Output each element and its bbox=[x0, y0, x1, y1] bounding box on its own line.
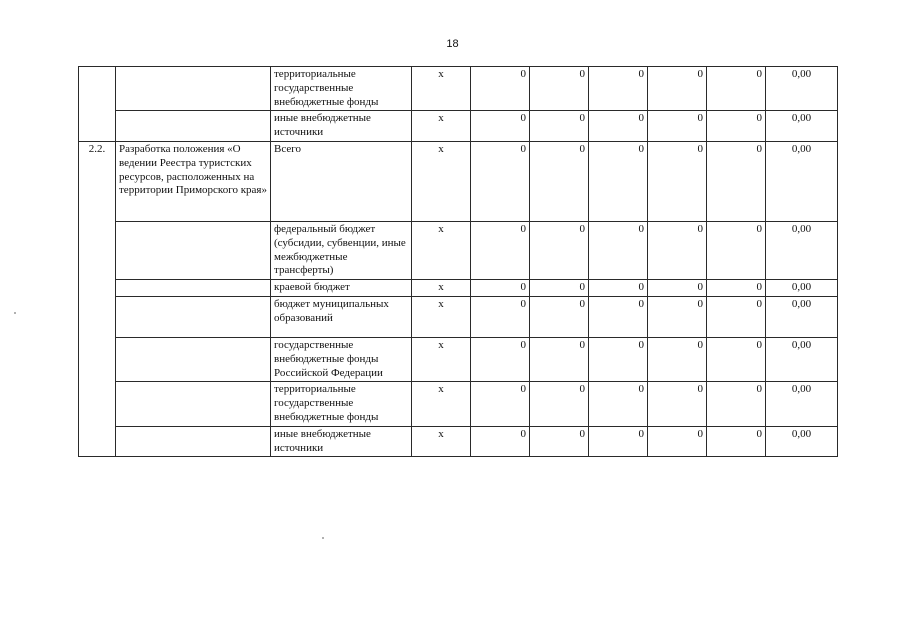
value-cell: 0 bbox=[589, 337, 648, 381]
value-cell: 0 bbox=[589, 426, 648, 457]
x-cell: x bbox=[412, 296, 471, 337]
value-cell: 0 bbox=[530, 337, 589, 381]
value-cell: 0 bbox=[648, 280, 707, 297]
value-cell: 0 bbox=[648, 382, 707, 426]
funding-source-cell: федеральный бюджет (субсидии, субвенции, иные межбюджетные трансферты) bbox=[271, 221, 412, 279]
value-cell: 0 bbox=[707, 296, 766, 337]
value-cell: 0 bbox=[589, 382, 648, 426]
value-cell: 0 bbox=[471, 141, 530, 221]
row-number-cell: 2.2. bbox=[79, 141, 116, 221]
value-cell: 0 bbox=[530, 426, 589, 457]
x-cell: x bbox=[412, 111, 471, 142]
funding-source-cell: территориальные государственные внебюджетные фонды bbox=[271, 67, 412, 111]
row-title-cell bbox=[116, 67, 271, 111]
value-cell: 0 bbox=[648, 337, 707, 381]
row-title-cell bbox=[116, 382, 271, 426]
table-row bbox=[79, 382, 838, 426]
x-cell: x bbox=[412, 280, 471, 297]
total-cell: 0,00 bbox=[766, 426, 838, 457]
value-cell: 0 bbox=[648, 296, 707, 337]
table-row bbox=[79, 280, 838, 297]
table-row bbox=[79, 337, 838, 381]
row-title-cell bbox=[116, 426, 271, 457]
value-cell: 0 bbox=[530, 280, 589, 297]
total-cell: 0,00 bbox=[766, 141, 838, 221]
table-row bbox=[79, 111, 838, 142]
table-row bbox=[79, 221, 838, 279]
value-cell: 0 bbox=[648, 221, 707, 279]
value-cell: 0 bbox=[707, 141, 766, 221]
value-cell: 0 bbox=[707, 337, 766, 381]
table-row bbox=[79, 141, 838, 221]
value-cell: 0 bbox=[530, 382, 589, 426]
value-cell: 0 bbox=[648, 426, 707, 457]
total-cell: 0,00 bbox=[766, 337, 838, 381]
row-number-cell bbox=[79, 280, 116, 297]
value-cell: 0 bbox=[707, 426, 766, 457]
value-cell: 0 bbox=[471, 296, 530, 337]
value-cell: 0 bbox=[707, 221, 766, 279]
value-cell: 0 bbox=[471, 67, 530, 111]
value-cell: 0 bbox=[530, 296, 589, 337]
total-cell: 0,00 bbox=[766, 382, 838, 426]
funding-source-cell: государственные внебюджетные фонды Российской Федерации bbox=[271, 337, 412, 381]
funding-source-cell: краевой бюджет bbox=[271, 280, 412, 297]
table-row bbox=[79, 426, 838, 457]
value-cell: 0 bbox=[471, 280, 530, 297]
value-cell: 0 bbox=[471, 382, 530, 426]
value-cell: 0 bbox=[471, 337, 530, 381]
value-cell: 0 bbox=[589, 67, 648, 111]
value-cell: 0 bbox=[530, 67, 589, 111]
row-title-cell bbox=[116, 337, 271, 381]
scan-speck bbox=[14, 312, 16, 314]
total-cell: 0,00 bbox=[766, 111, 838, 142]
total-cell: 0,00 bbox=[766, 280, 838, 297]
row-number-cell bbox=[79, 111, 116, 142]
value-cell: 0 bbox=[589, 111, 648, 142]
x-cell: x bbox=[412, 67, 471, 111]
value-cell: 0 bbox=[471, 111, 530, 142]
x-cell: x bbox=[412, 337, 471, 381]
value-cell: 0 bbox=[707, 382, 766, 426]
x-cell: x bbox=[412, 221, 471, 279]
value-cell: 0 bbox=[471, 221, 530, 279]
value-cell: 0 bbox=[707, 111, 766, 142]
page-number: 18 bbox=[446, 38, 459, 50]
budget-table bbox=[78, 66, 838, 457]
funding-source-cell: бюджет муниципальных образований bbox=[271, 296, 412, 337]
value-cell: 0 bbox=[589, 280, 648, 297]
value-cell: 0 bbox=[707, 67, 766, 111]
value-cell: 0 bbox=[589, 221, 648, 279]
total-cell: 0,00 bbox=[766, 296, 838, 337]
row-number-cell bbox=[79, 426, 116, 457]
table-row bbox=[79, 67, 838, 111]
value-cell: 0 bbox=[589, 141, 648, 221]
table-body bbox=[79, 67, 838, 457]
scan-speck bbox=[322, 537, 324, 539]
total-cell: 0,00 bbox=[766, 67, 838, 111]
row-number-cell bbox=[79, 337, 116, 381]
value-cell: 0 bbox=[530, 221, 589, 279]
row-number-cell bbox=[79, 221, 116, 279]
value-cell: 0 bbox=[471, 426, 530, 457]
table-row bbox=[79, 296, 838, 337]
x-cell: x bbox=[412, 426, 471, 457]
value-cell: 0 bbox=[530, 141, 589, 221]
value-cell: 0 bbox=[589, 296, 648, 337]
x-cell: x bbox=[412, 141, 471, 221]
value-cell: 0 bbox=[530, 111, 589, 142]
total-cell: 0,00 bbox=[766, 221, 838, 279]
value-cell: 0 bbox=[707, 280, 766, 297]
funding-source-cell: Всего bbox=[271, 141, 412, 221]
row-number-cell bbox=[79, 67, 116, 111]
row-number-cell bbox=[79, 382, 116, 426]
funding-source-cell: иные внебюджетные источники bbox=[271, 426, 412, 457]
row-title-cell: Разработка положения «О ведении Реестра туристских ресурсов, расположенных на территории Приморского края» bbox=[116, 141, 271, 221]
row-title-cell bbox=[116, 280, 271, 297]
x-cell: x bbox=[412, 382, 471, 426]
row-title-cell bbox=[116, 221, 271, 279]
value-cell: 0 bbox=[648, 111, 707, 142]
funding-source-cell: иные внебюджетные источники bbox=[271, 111, 412, 142]
row-number-cell bbox=[79, 296, 116, 337]
value-cell: 0 bbox=[648, 141, 707, 221]
funding-source-cell: территориальные государственные внебюджетные фонды bbox=[271, 382, 412, 426]
row-title-cell bbox=[116, 296, 271, 337]
row-title-cell bbox=[116, 111, 271, 142]
value-cell: 0 bbox=[648, 67, 707, 111]
